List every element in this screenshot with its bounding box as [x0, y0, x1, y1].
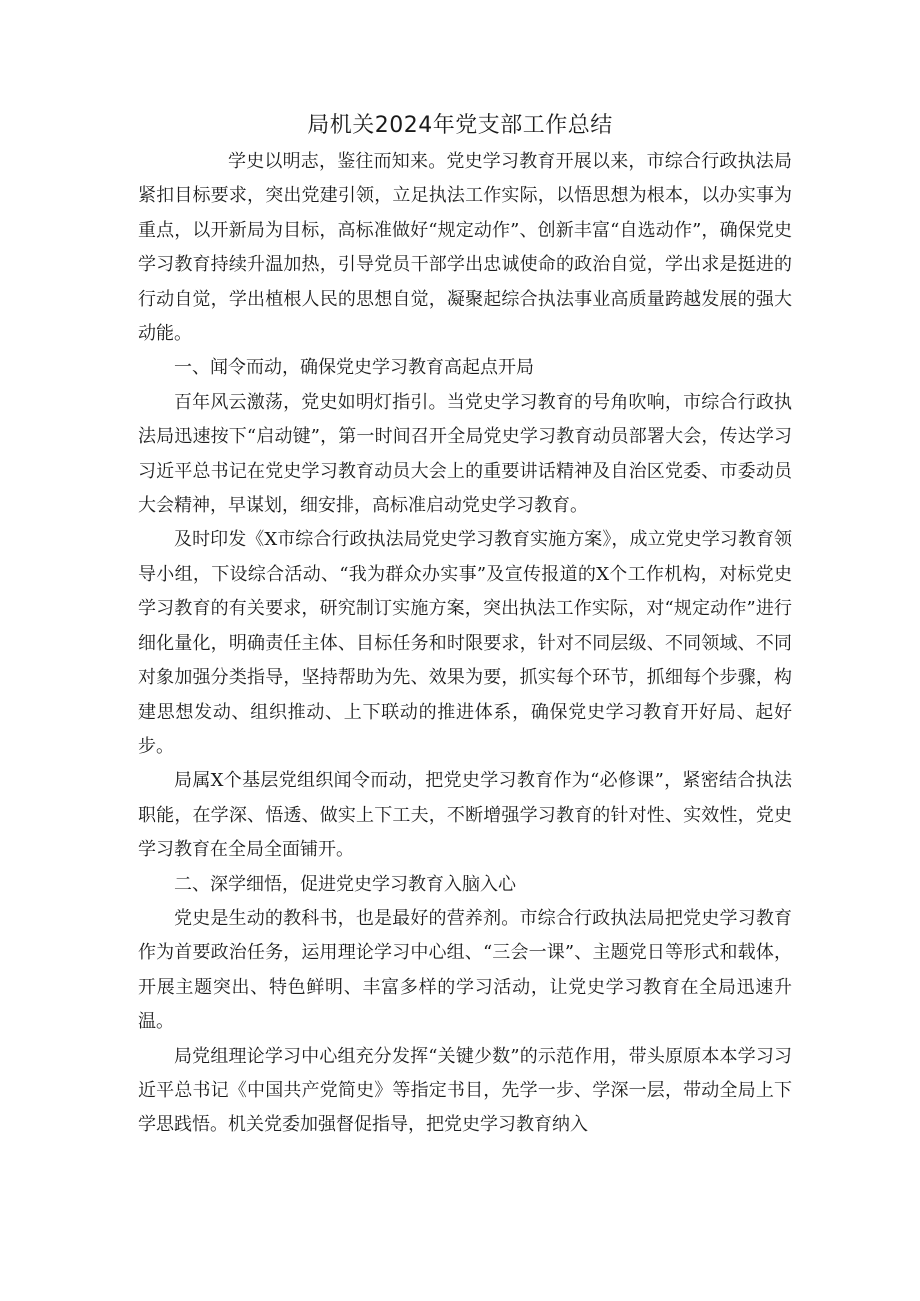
document-body	[138, 145, 792, 1143]
document-title: 局机关2024年党支部工作总结	[307, 113, 613, 138]
section-heading-2: 二、深学细悟，促进党史学习教育入脑入心	[174, 873, 516, 895]
body-paragraph: 局党组理论学习中心组充分发挥“关键少数”的示范作用，带头原原本本学习习近平总书记《中国共产党简史》等指定书目，先学一步、学深一层，带动全局上下学思践悟。机关党委加强督促指导，把党史学习教育纳入	[138, 1045, 792, 1136]
body-paragraph: 局属X个基层党组织闻令而动，把党史学习教育作为“必修课”，紧密结合执法职能，在学深、悟透、做实上下工夫，不断增强学习教育的针对性、实效性，党史学习教育在全局全面铺开。	[138, 770, 792, 861]
intro-paragraph: 学史以明志，鉴往而知来。党史学习教育开展以来，市综合行政执法局紧扣目标要求，突出党建引领，立足执法工作实际，以悟思想为根本，以办实事为重点，以开新局为目标，高标准做好“规定动作”、创新丰富“自选动作”，确保党史学习教育持续升温加热，引导党员干部学出忠诚使命的政治自觉，学出求是挺进的行动自觉，学出植根人民的思想自觉，凝聚起综合执法事业高质量跨越发展的强大动能。	[138, 151, 792, 345]
body-paragraph: 党史是生动的教科书，也是最好的营养剂。市综合行政执法局把党史学习教育作为首要政治任务，运用理论学习中心组、“三会一课”、主题党日等形式和载体，开展主题突出、特色鲜明、丰富多样的学习活动，让党史学习教育在全局迅速升温。	[138, 907, 792, 1033]
body-paragraph: 百年风云激荡，党史如明灯指引。当党史学习教育的号角吹响，市综合行政执法局迅速按下“启动键”，第一时间召开全局党史学习教育动员部署大会，传达学习习近平总书记在党史学习教育动员大会上的重要讲话精神及自治区党委、市委动员大会精神，早谋划，细安排，高标准启动党史学习教育。	[138, 391, 792, 517]
body-paragraph: 及时印发《X市综合行政执法局党史学习教育实施方案》，成立党史学习教育领导小组，下设综合活动、“我为群众办实事”及宣传报道的X个工作机构，对标党史学习教育的有关要求，研究制订实施方案，突出执法工作实际，对“规定动作”进行细化量化，明确责任主体、目标任务和时限要求，针对不同层级、不同领域、不同对象加强分类指导，坚持帮助为先、效果为要，抓实每个环节，抓细每个步骤，构建思想发动、组织推动、上下联动的推进体系，确保党史学习教育开好局、起好步。	[138, 529, 792, 757]
section-heading-1: 一、闻令而动，确保党史学习教育高起点开局	[174, 357, 534, 379]
